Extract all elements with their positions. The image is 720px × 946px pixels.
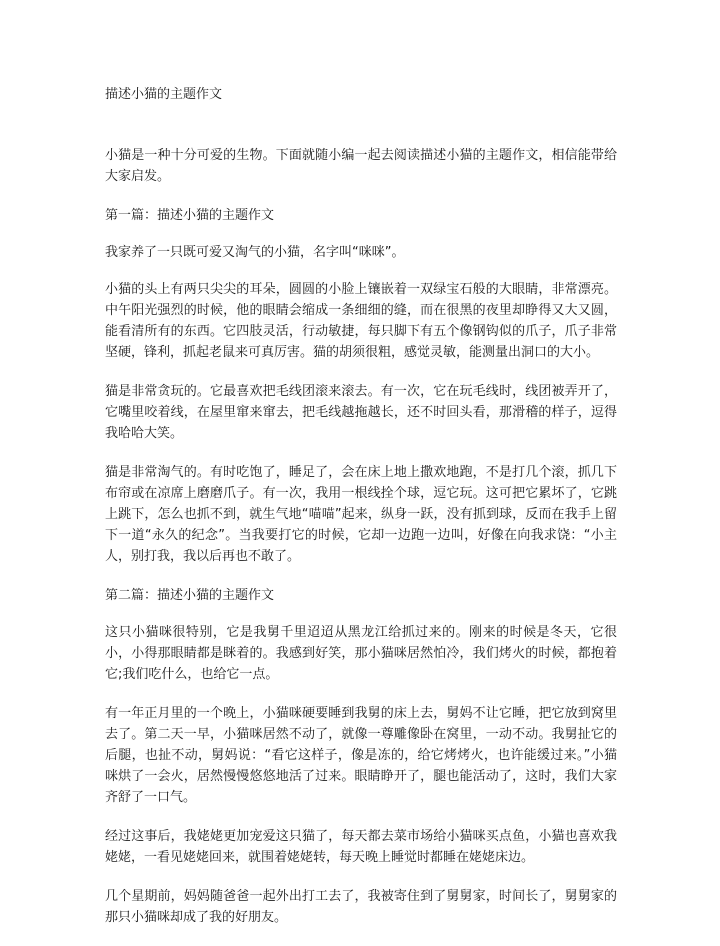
section-2-heading: 第二篇：描述小猫的主题作文 <box>105 588 275 603</box>
section-1-paragraph-1: 我家养了一只既可爱又淘气的小猫，名字叫“咪咪”。 <box>105 245 405 260</box>
section-2-paragraph-4: 几个星期前，妈妈随爸爸一起外出打工去了，我被寄住到了舅舅家，时间长了，舅舅家的那只小猫咪却成了我的好朋友。 <box>105 889 617 925</box>
section-1-paragraph-3: 猫是非常贪玩的。它最喜欢把毛线团滚来滚去。有一次，它在玩毛线时，线团被弄开了，它嘴里咬着线，在屋里窜来窜去，把毛线越拖越长，还不时回头看，那滑稽的样子，逗得我哈哈大笑。 <box>105 384 617 441</box>
section-1-heading: 第一篇：描述小猫的主题作文 <box>105 208 275 223</box>
section-2-paragraph-2: 有一年正月里的一个晚上，小猫咪硬要睡到我舅的床上去，舅妈不让它睡，把它放到窝里去了。第二天一早，小猫咪居然不动了，就像一尊雕像卧在窝里，一动不动。我舅扯它的后腿，也扯不动，舅妈说：“看它这样子，像是冻的，给它烤烤火，也许能缓过来。”小猫咪烘了一会火，居然慢慢悠悠地活了过来。眼睛睁开了，腿也能活动了，这时，我们大家齐舒了一口气。 <box>105 706 617 805</box>
intro-paragraph: 小猫是一种十分可爱的生物。下面就随小编一起去阅读描述小猫的主题作文，相信能带给大家启发。 <box>105 148 617 184</box>
document-title: 描述小猫的主题作文 <box>105 87 223 102</box>
section-1-paragraph-2: 小猫的头上有两只尖尖的耳朵，圆圆的小脸上镶嵌着一双绿宝石般的大眼睛，非常漂亮。中午阳光强烈的时候，他的眼睛会缩成一条细细的缝，而在很黑的夜里却睁得又大又圆，能看清所有的东西。它四肢灵活，行动敏捷，每只脚下有五个像钢钩似的爪子，爪子非常坚硬，锋利，抓起老鼠来可真厉害。猫的胡须很粗，感觉灵敏，能测量出洞口的大小。 <box>105 282 617 360</box>
section-2-paragraph-1: 这只小猫咪很特别，它是我舅千里迢迢从黑龙江给抓过来的。刚来的时候是冬天，它很小，小得那眼睛都是眯着的。我感到好笑，那小猫咪居然怕冷，我们烤火的时候，都抱着它;我们吃什么，也给它一点。 <box>105 625 617 682</box>
section-1-paragraph-4: 猫是非常淘气的。有时吃饱了，睡足了，会在床上地上撒欢地跑，不是打几个滚，抓几下布帘或在凉席上磨磨爪子。有一次，我用一根线拴个球，逗它玩。这可把它累坏了，它跳上跳下，怎么也抓不到，就生气地“喵喵”起来，纵身一跃，没有抓到球，反而在我手上留下一道“永久的纪念”。当我要打它的时候，它却一边跑一边叫，好像在向我求饶：“小主人，别打我，我以后再也不敢了。 <box>105 465 617 564</box>
section-2-paragraph-3: 经过这事后，我姥姥更加宠爱这只猫了，每天都去菜市场给小猫咪买点鱼，小猫也喜欢我姥姥，一看见姥姥回来，就围着姥姥转，每天晚上睡觉时都睡在姥姥床边。 <box>105 829 617 865</box>
document-body <box>105 145 617 946</box>
